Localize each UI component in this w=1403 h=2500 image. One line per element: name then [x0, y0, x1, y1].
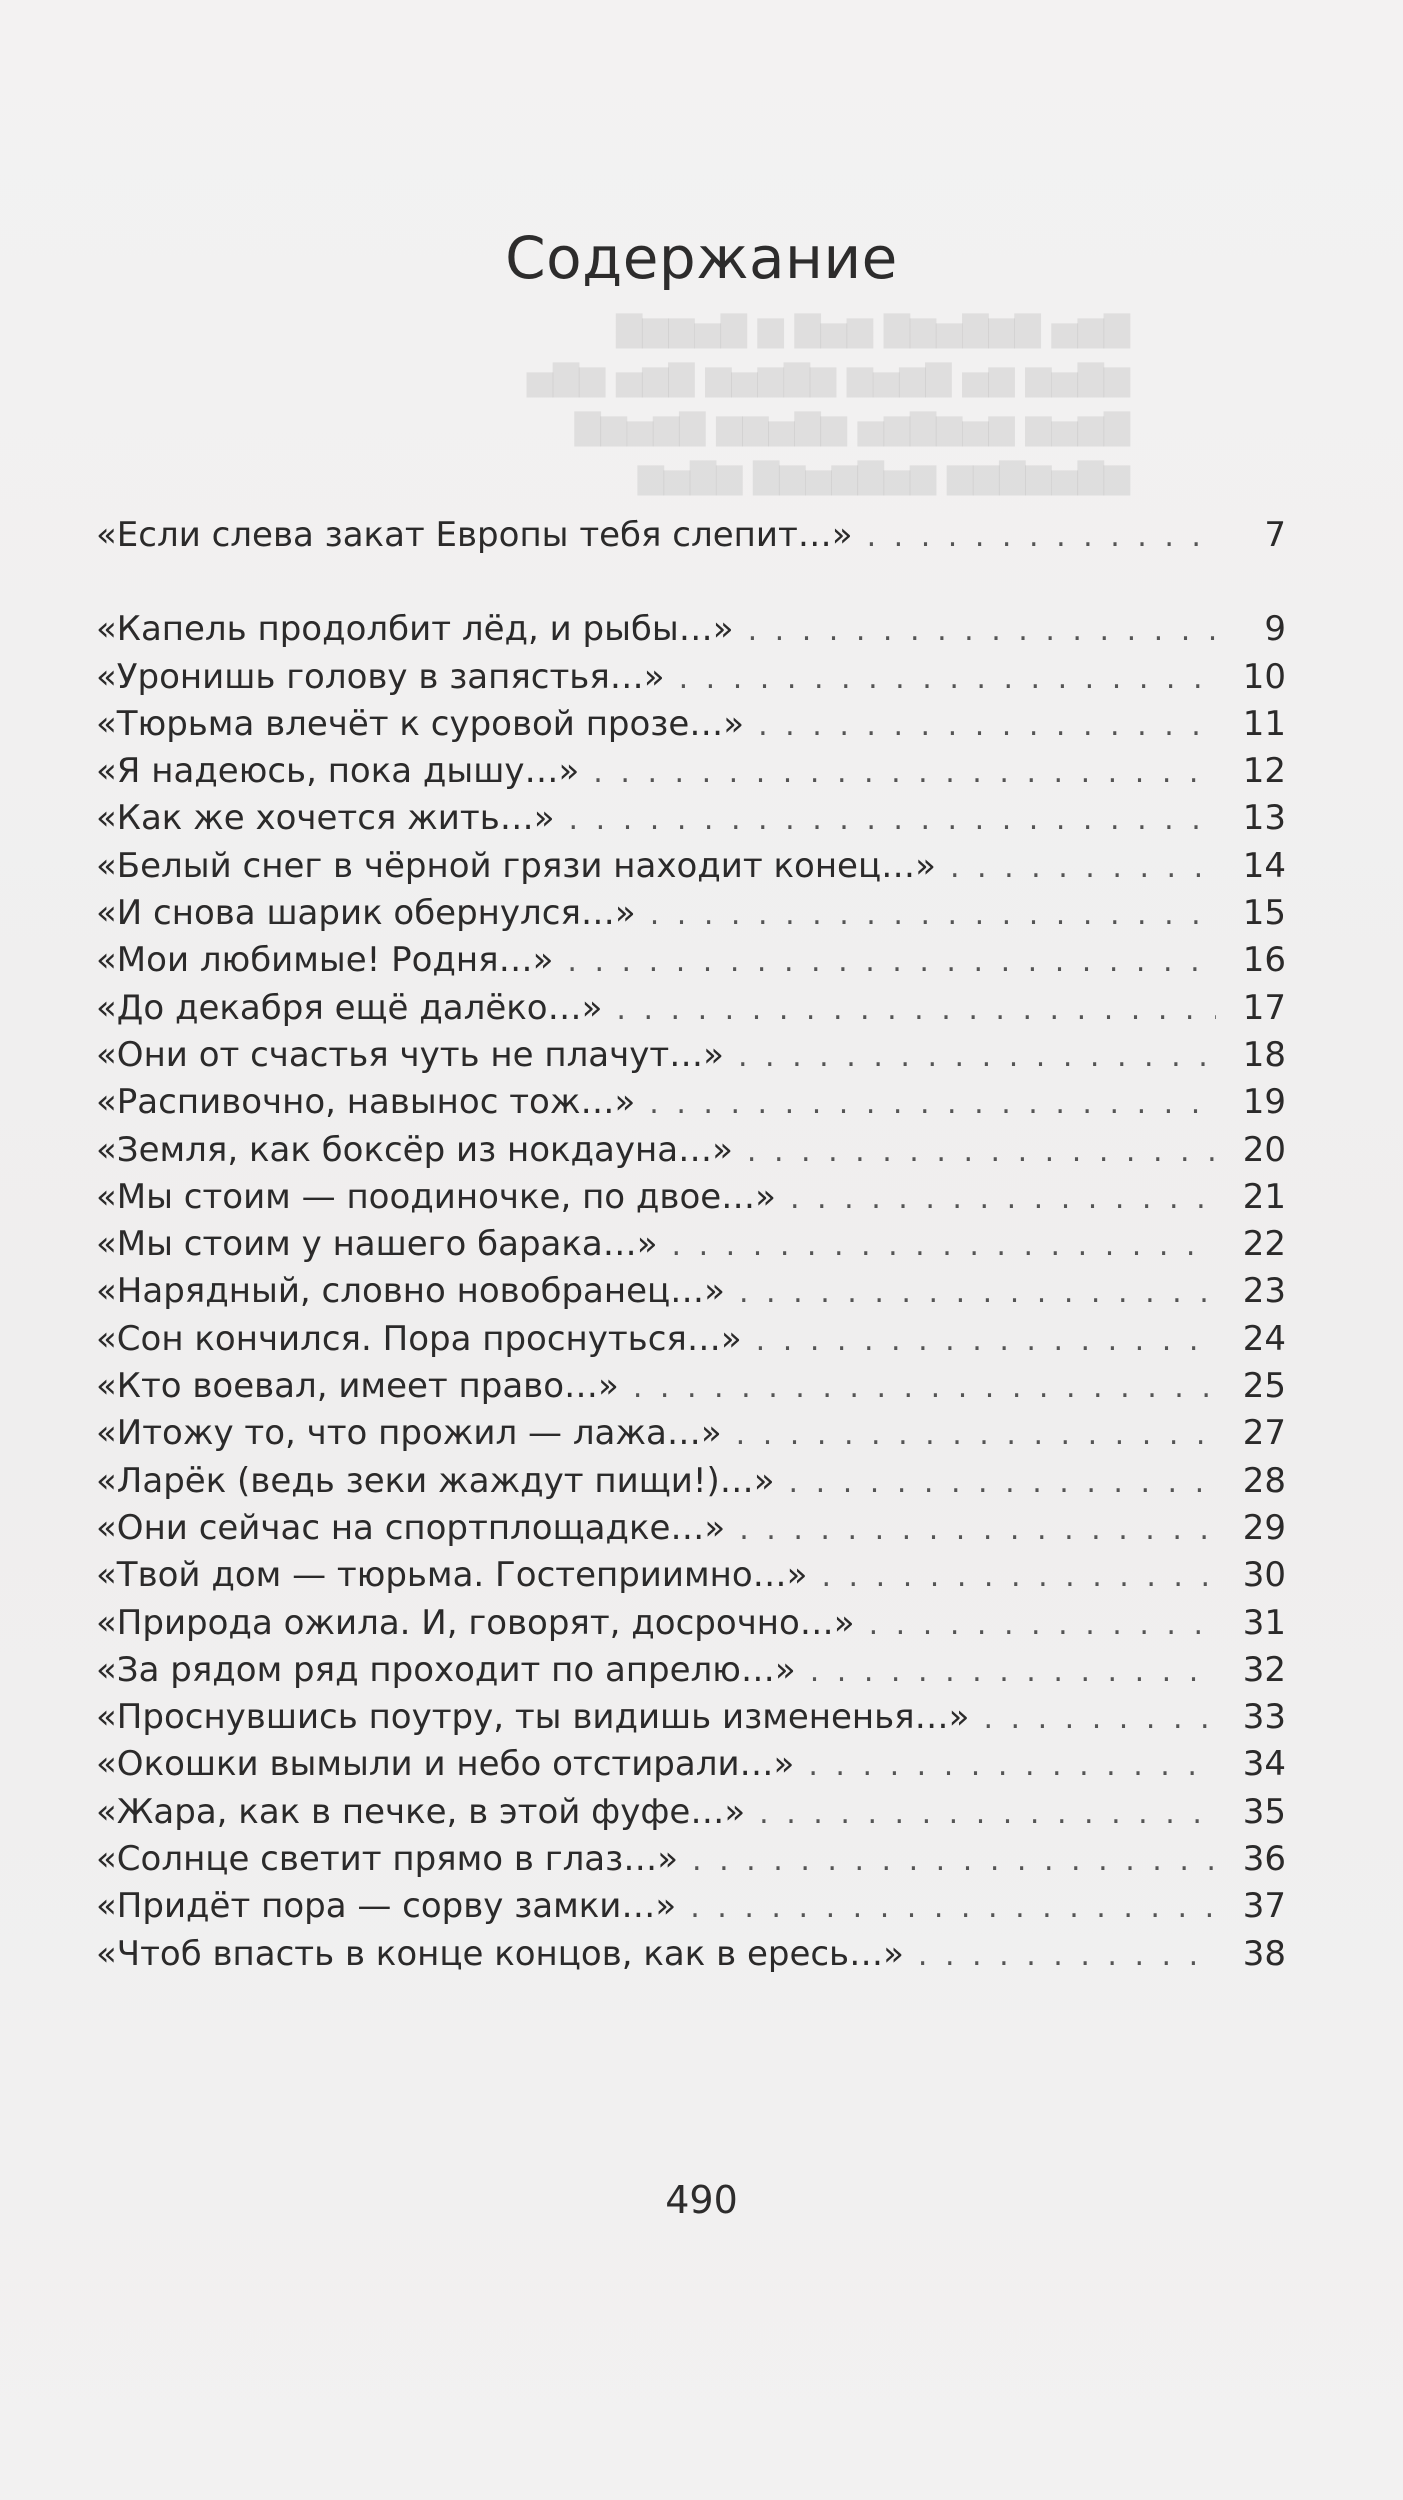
toc-entry-title: «И снова шарик обернулся…» [96, 893, 636, 934]
toc-entry-title: «Твой дом — тюрьма. Гостеприимно…» [96, 1555, 808, 1596]
toc-entry[interactable] [96, 1413, 1286, 1460]
toc-entry[interactable] [96, 657, 1286, 704]
toc-entry-title: «Капель продолбит лёд, и рыбы…» [96, 609, 734, 650]
toc-entry-page: 31 [1242, 1602, 1286, 1643]
toc-entry[interactable] [96, 893, 1286, 940]
toc-entry-title: «Распивочно, навынос тож…» [96, 1082, 636, 1123]
toc-entry[interactable] [96, 988, 1286, 1035]
toc-entry-page: 27 [1242, 1413, 1286, 1454]
dot-leader [616, 992, 1216, 1027]
dot-leader [739, 1275, 1216, 1310]
toc-entry-page: 10 [1242, 656, 1286, 697]
dot-leader [672, 1228, 1216, 1263]
page-number: 490 [665, 2178, 738, 2222]
toc-entry[interactable] [96, 1650, 1286, 1697]
toc-entry-page: 35 [1242, 1791, 1286, 1832]
toc-entry-title: «Нарядный, словно новобранец…» [96, 1271, 725, 1312]
toc-entry-title: «Белый снег в чёрной грязи находит конец…» [96, 845, 936, 886]
toc-entry-page: 28 [1242, 1460, 1286, 1501]
dot-leader [690, 1890, 1216, 1925]
dot-leader [810, 1654, 1216, 1689]
toc-entry-page: 36 [1242, 1839, 1286, 1880]
toc-entry[interactable] [96, 1366, 1286, 1413]
toc-entry[interactable] [96, 1697, 1286, 1744]
toc-entry[interactable] [96, 1744, 1286, 1791]
toc-entry-title: «Земля, как боксёр из нокдауна…» [96, 1129, 733, 1170]
toc-entry-page: 17 [1242, 987, 1286, 1028]
dot-leader [692, 1843, 1216, 1878]
toc-entry[interactable] [96, 1792, 1286, 1839]
toc-entry-title: «Как же хочется жить…» [96, 798, 555, 839]
toc-entry-page: 38 [1242, 1933, 1286, 1974]
toc-entry-page: 29 [1242, 1507, 1286, 1548]
toc-entry-page: 37 [1242, 1886, 1286, 1927]
dot-leader [808, 1748, 1216, 1783]
toc-entry[interactable] [96, 1934, 1286, 1981]
dot-leader [738, 1039, 1216, 1074]
dot-leader [869, 1607, 1216, 1642]
toc-entry-page: 16 [1242, 940, 1286, 981]
toc-entry-page: 23 [1242, 1271, 1286, 1312]
toc-entry-title: «Мы стоим у нашего барака…» [96, 1224, 658, 1265]
toc-entry[interactable] [96, 1508, 1286, 1555]
toc-entry-page: 34 [1242, 1744, 1286, 1785]
toc-entry[interactable] [96, 1555, 1286, 1602]
toc-entry-title: «Мы стоим — поодиночке, по двое…» [96, 1176, 776, 1217]
toc-entry-page: 20 [1242, 1129, 1286, 1170]
toc-entry-page: 25 [1242, 1366, 1286, 1407]
toc-entry[interactable] [96, 609, 1286, 656]
dot-leader [821, 1559, 1216, 1594]
toc-entry-title: «Я надеюсь, пока дышу…» [96, 751, 580, 792]
toc-entry[interactable] [96, 1082, 1286, 1129]
dot-leader [950, 850, 1216, 885]
toc-entry-title: «До декабря ещё далёко…» [96, 987, 603, 1028]
toc-entry-page: 30 [1242, 1555, 1286, 1596]
dot-leader [789, 1465, 1216, 1500]
toc-entry-page: 22 [1242, 1224, 1286, 1265]
toc-entry[interactable] [96, 1603, 1286, 1650]
toc-entry-page: 19 [1242, 1082, 1286, 1123]
toc-entry-title: «Проснувшись поутру, ты видишь измененья…» [96, 1697, 970, 1738]
toc-entry[interactable] [96, 1461, 1286, 1508]
toc-entry[interactable] [96, 515, 1286, 562]
toc-entry[interactable] [96, 798, 1286, 845]
toc-entry-page: 7 [1264, 515, 1286, 555]
dot-leader [567, 944, 1216, 979]
toc-entry-title: «Уронишь голову в запястья…» [96, 656, 665, 697]
toc-entry-page: 18 [1242, 1034, 1286, 1075]
toc-entry-page: 33 [1242, 1697, 1286, 1738]
toc-entry[interactable] [96, 1035, 1286, 1082]
dot-leader [918, 1938, 1216, 1973]
toc-entry-page: 32 [1242, 1649, 1286, 1690]
dot-leader [593, 755, 1216, 790]
dot-leader [633, 1370, 1216, 1405]
toc-entry[interactable] [96, 846, 1286, 893]
dot-leader [790, 1181, 1216, 1216]
toc-entry-title: «Если слева закат Европы тебя слепит…» [96, 515, 853, 555]
dot-leader [569, 802, 1216, 837]
dot-leader [983, 1701, 1216, 1736]
toc-entry-page: 21 [1242, 1176, 1286, 1217]
dot-leader [747, 1134, 1216, 1169]
toc-entry[interactable] [96, 940, 1286, 987]
dot-leader [679, 661, 1216, 696]
toc-entry-title: «Сон кончился. Пора проснуться…» [96, 1318, 742, 1359]
toc-entry[interactable] [96, 1886, 1286, 1933]
toc-entry-page: 12 [1242, 751, 1286, 792]
toc-entry[interactable] [96, 1130, 1286, 1177]
toc-entry-title: «За рядом ряд проходит по апрелю…» [96, 1649, 796, 1690]
toc-entry-title: «Окошки вымыли и небо отстирали…» [96, 1744, 795, 1785]
toc-entry-page: 24 [1242, 1318, 1286, 1359]
toc-entry-page: 13 [1242, 798, 1286, 839]
toc-entry[interactable] [96, 704, 1286, 751]
bleed-through-texture: ▇▆▅ ▇▆▇▅▆▇ ▆▅▇ ▆ ▇▅▆▆▇ ▆▇▅▆ ▆▅ ▇▆▅▆ ▆▇▆▅▆ ▇▆▅ ▆▇▅ ▇▆▅▆ ▆▅▆▇▆▅ ▆▇▅▆▆ ▇▆▅▆▇ ▆▇▅▆▇▆▆ ▆▅▇▆▅▆▇ ▆▇▅▆ [526, 309, 1130, 496]
toc-entry[interactable] [96, 1177, 1286, 1224]
toc-entry-title: «Они сейчас на спортплощадке…» [96, 1507, 726, 1548]
dot-leader [736, 1417, 1216, 1452]
dot-leader [756, 1323, 1216, 1358]
dot-leader [649, 1086, 1216, 1121]
toc-entry-title: «Итожу то, что прожил — лажа…» [96, 1413, 722, 1454]
toc-entry-page: 11 [1242, 703, 1286, 744]
toc-entry-page: 14 [1242, 845, 1286, 886]
dot-leader [867, 519, 1216, 554]
toc-entry[interactable] [96, 1271, 1286, 1318]
toc-entry-page: 9 [1264, 609, 1286, 650]
toc-entry-title: «Природа ожила. И, говорят, досрочно…» [96, 1602, 855, 1643]
toc-entry-title: «Ларёк (ведь зеки жаждут пищи!)…» [96, 1460, 775, 1501]
toc-entry[interactable] [96, 1224, 1286, 1271]
toc-entry-title: «Солнце светит прямо в глаз…» [96, 1839, 679, 1880]
dot-leader [759, 1796, 1216, 1831]
toc-entry[interactable] [96, 1839, 1286, 1886]
toc-entry-title: «Мои любимые! Родня…» [96, 940, 554, 981]
toc-entry-title: «Тюрьма влечёт к суровой прозе…» [96, 703, 745, 744]
dot-leader [748, 613, 1216, 648]
toc-entry-title: «Придёт пора — сорву замки…» [96, 1886, 677, 1927]
toc-entry-title: «Кто воевал, имеет право…» [96, 1366, 619, 1407]
toc-entry[interactable] [96, 1319, 1286, 1366]
toc-entry-title: «Чтоб впасть в конце концов, как в ересь…» [96, 1933, 904, 1974]
table-of-contents [96, 515, 1286, 1981]
toc-entry[interactable] [96, 751, 1286, 798]
toc-entry-title: «Они от счастья чуть не плачут…» [96, 1034, 724, 1075]
toc-entry-page: 15 [1242, 893, 1286, 934]
dot-leader [650, 897, 1216, 932]
dot-leader [739, 1512, 1216, 1547]
dot-leader [758, 708, 1216, 743]
page-title: Содержание [505, 223, 898, 292]
toc-entry-title: «Жара, как в печке, в этой фуфе…» [96, 1791, 746, 1832]
